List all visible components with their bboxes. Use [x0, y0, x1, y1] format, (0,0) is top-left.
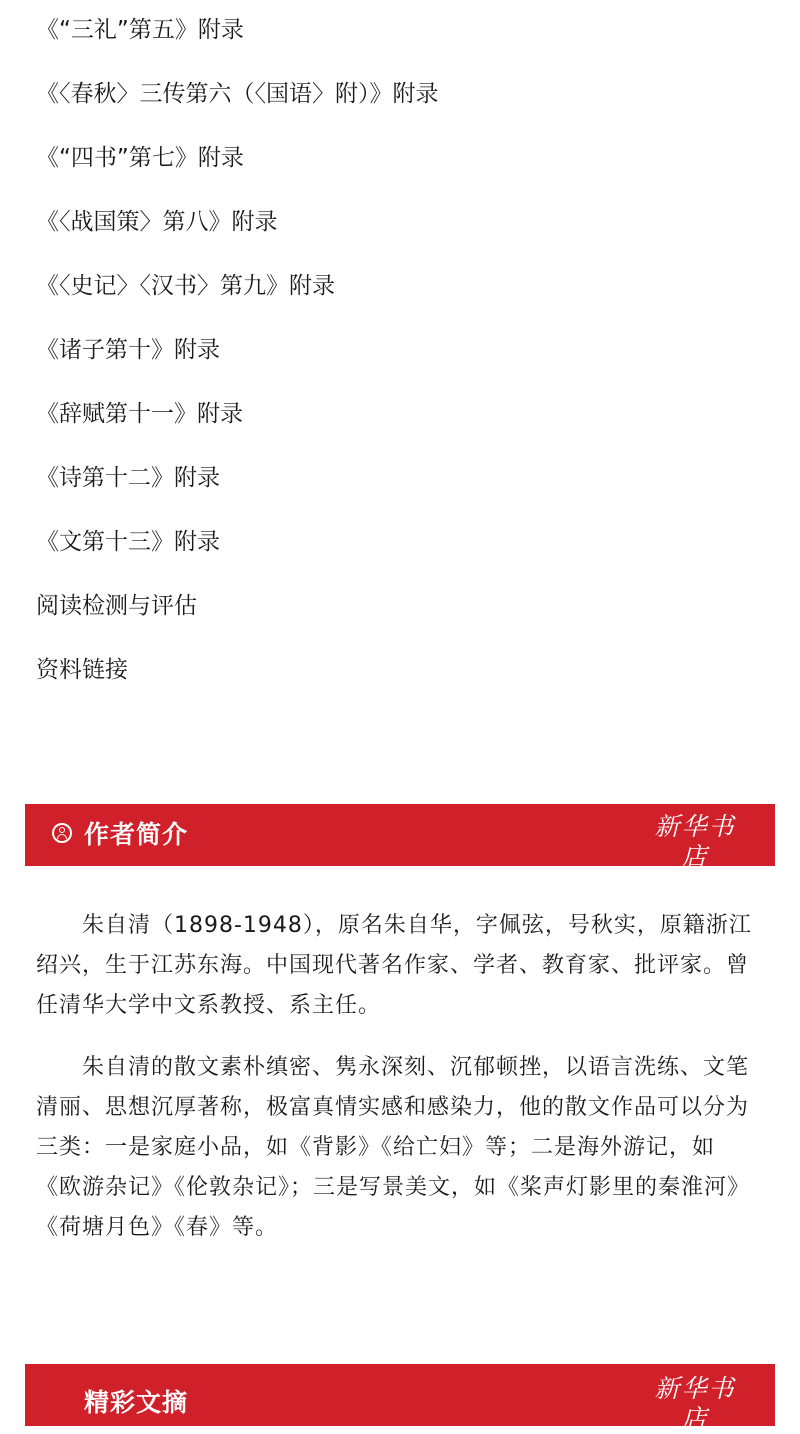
toc-item-chunqiu[interactable]: 《〈春秋〉三传第六（〈国语〉附）》附录 — [36, 81, 439, 107]
toc-item-cifu[interactable]: 《辞赋第十一》附录 — [36, 401, 243, 427]
xinhua-bookstore-logo: 新华书店 XINHUA BOOKSTORE — [650, 812, 740, 881]
excerpt-section-banner — [25, 1364, 775, 1433]
toc-item-sishu[interactable]: 《“四书”第七》附录 — [36, 145, 244, 171]
toc-item-shiji-hanshu[interactable]: 《〈史记〉〈汉书〉第九》附录 — [36, 273, 335, 299]
toc-item-shi[interactable]: 《诗第十二》附录 — [36, 465, 220, 491]
bio-paragraph: 朱自清的散文素朴缜密、隽永深刻、沉郁顿挫，以语言洗练、文笔清丽、思想沉厚著称，极富真情实感和感染力，他的散文作品可以分为三类：一是家庭小品，如《背影》《给亡妇》等；二是海外游记，如《欧游杂记》《伦敦杂记》；三是写景美文，如《桨声灯影里的秦淮河》《荷塘月色》《春》等。 — [36, 1055, 751, 1240]
toc-item-zhuzi[interactable]: 《诸子第十》附录 — [36, 337, 220, 363]
xinhua-bookstore-logo: 新华书店 — [654, 1374, 736, 1433]
person-circle-icon — [52, 823, 72, 843]
author-section-banner — [25, 804, 775, 881]
toc-item-resource-links[interactable]: 资料链接 — [36, 657, 128, 683]
toc-item-zhanguoce[interactable]: 《〈战国策〉第八》附录 — [36, 209, 278, 235]
excerpt-section-title: 精彩文摘 — [84, 1388, 189, 1417]
toc-item-reading-assessment[interactable]: 阅读检测与评估 — [36, 593, 197, 619]
toc-item-wen[interactable]: 《文第十三》附录 — [36, 529, 220, 555]
author-bio — [36, 906, 756, 1270]
toc-item-sanli[interactable]: 《“三礼”第五》附录 — [36, 17, 244, 43]
bio-paragraph: 朱自清（1898-1948），原名朱自华，字佩弦，号秋实，原籍浙江绍兴，生于江苏东海。中国现代著名作家、学者、教育家、批评家。曾任清华大学中文系教授、系主任。 — [36, 913, 752, 1018]
author-section-title: 作者简介 — [84, 820, 189, 849]
